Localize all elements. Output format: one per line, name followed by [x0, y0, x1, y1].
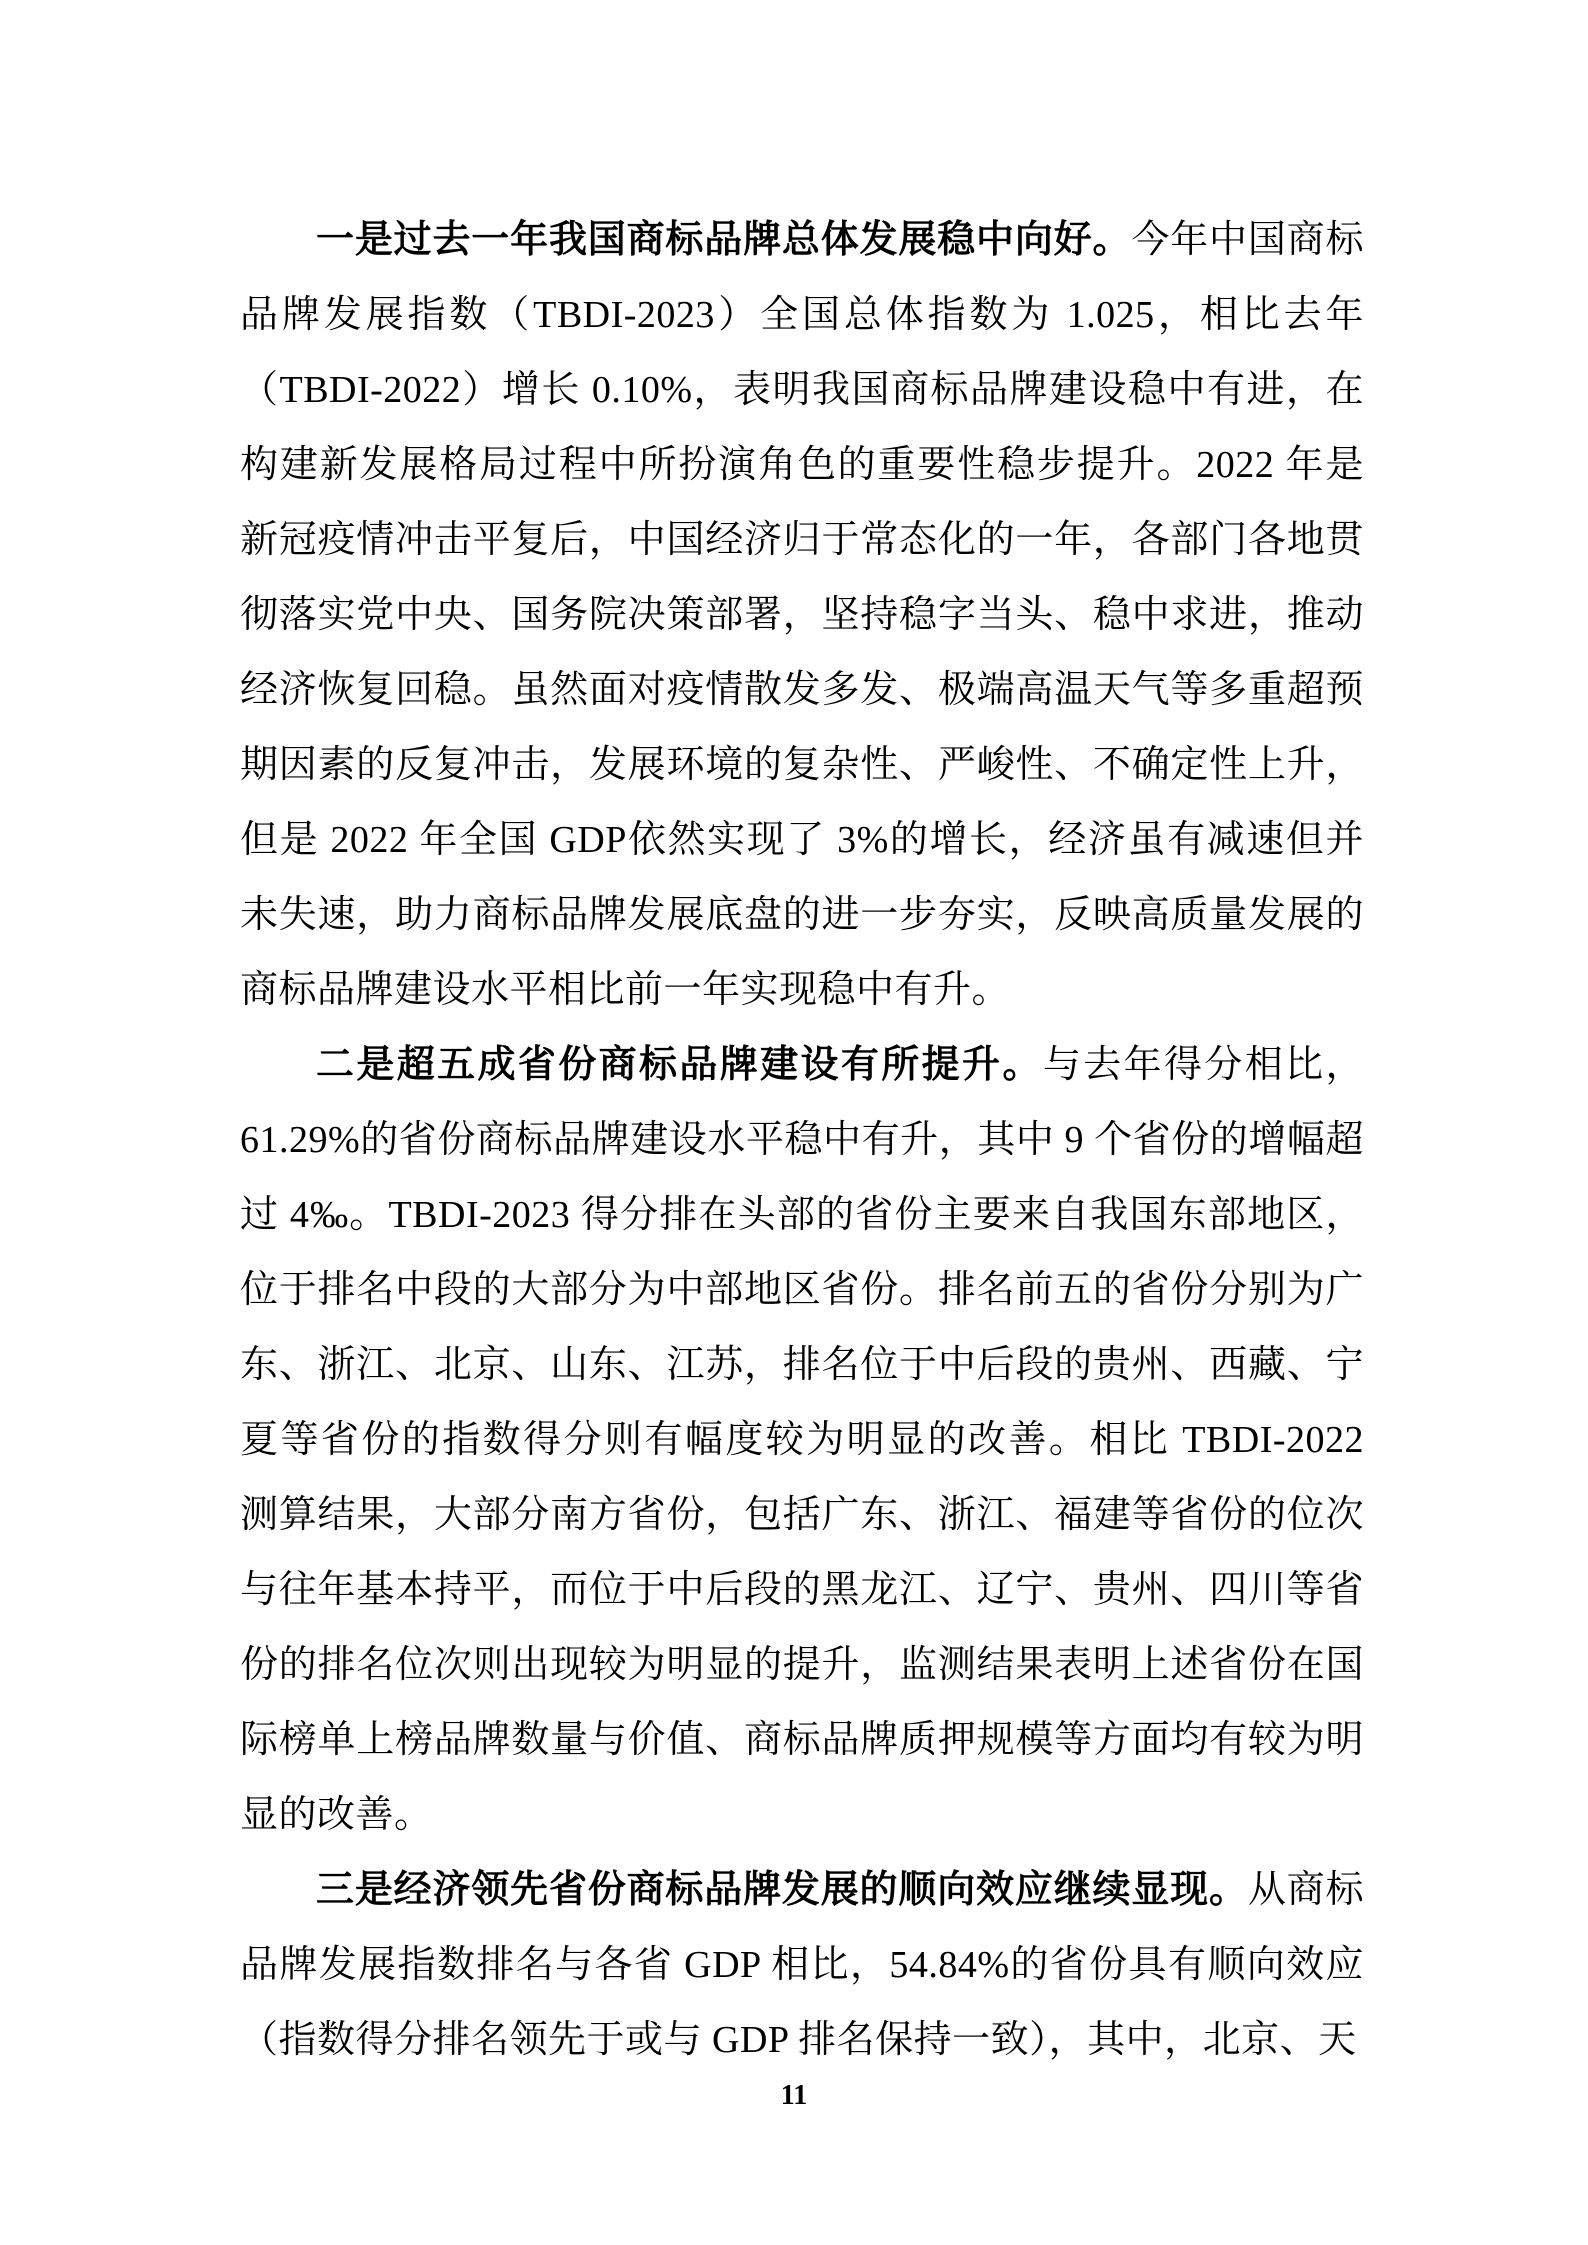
paragraph-1-text: 今年中国商标品牌发展指数（TBDI-2023）全国总体指数为 1.025，相比去年（TBDI-2022）增长 0.10%，表明我国商标品牌建设稳中有进，在构建新发展格局过程中所扮演角色的重要性稳步提升。2022 年是新冠疫情冲击平复后，中国经济归于常态化的一年，各部门各地贯彻落实党中央、国务院决策部署，坚持稳字当头、稳中求进，推动经济恢复回稳。虽然面对疫情散发多发、极端高温天气等多重超预期因素的反复冲击，发展环境的复杂性、严峻性、不确定性上升，但是 2022 年全国 GDP依然实现了 3%的增长，经济虽有减速但并未失速，助力商标品牌发展底盘的进一步夯实，反映高质量发展的商标品牌建设水平相比前一年实现稳中有升。 [240, 219, 1364, 1011]
document-body [240, 203, 1364, 2078]
paragraph-1 [240, 203, 1364, 1028]
paragraph-2-text: 与去年得分相比，61.29%的省份商标品牌建设水平稳中有升，其中 9 个省份的增幅超过 4‰。TBDI-2023 得分排在头部的省份主要来自我国东部地区，位于排名中段的大部分为中部地区省份。排名前五的省份分别为广东、浙江、北京、山东、江苏，排名位于中后段的贵州、西藏、宁夏等省份的指数得分则有幅度较为明显的改善。相比 TBDI-2022 测算结果，大部分南方省份，包括广东、浙江、福建等省份的位次与往年基本持平，而位于中后段的黑龙江、辽宁、贵州、四川等省份的排名位次则出现较为明显的提升，监测结果表明上述省份在国际榜单上榜品牌数量与价值、商标品牌质押规模等方面均有较为明显的改善。 [240, 1044, 1364, 1836]
paragraph-3-lead: 三是经济领先省份商标品牌发展的顺向效应继续显现。 [316, 1869, 1248, 1911]
page-number: 11 [780, 2080, 808, 2111]
paragraph-3-text: 从商标品牌发展指数排名与各省 GDP 相比，54.84%的省份具有顺向效应（指数得分排名领先于或与 GDP 排名保持一致），其中，北京、天 [240, 1869, 1364, 2061]
paragraph-1-lead: 一是过去一年我国商标品牌总体发展稳中向好。 [316, 219, 1132, 261]
paragraph-2-lead: 二是超五成省份商标品牌建设有所提升。 [316, 1044, 1043, 1086]
paragraph-3 [240, 1853, 1364, 2078]
paragraph-2 [240, 1028, 1364, 1853]
